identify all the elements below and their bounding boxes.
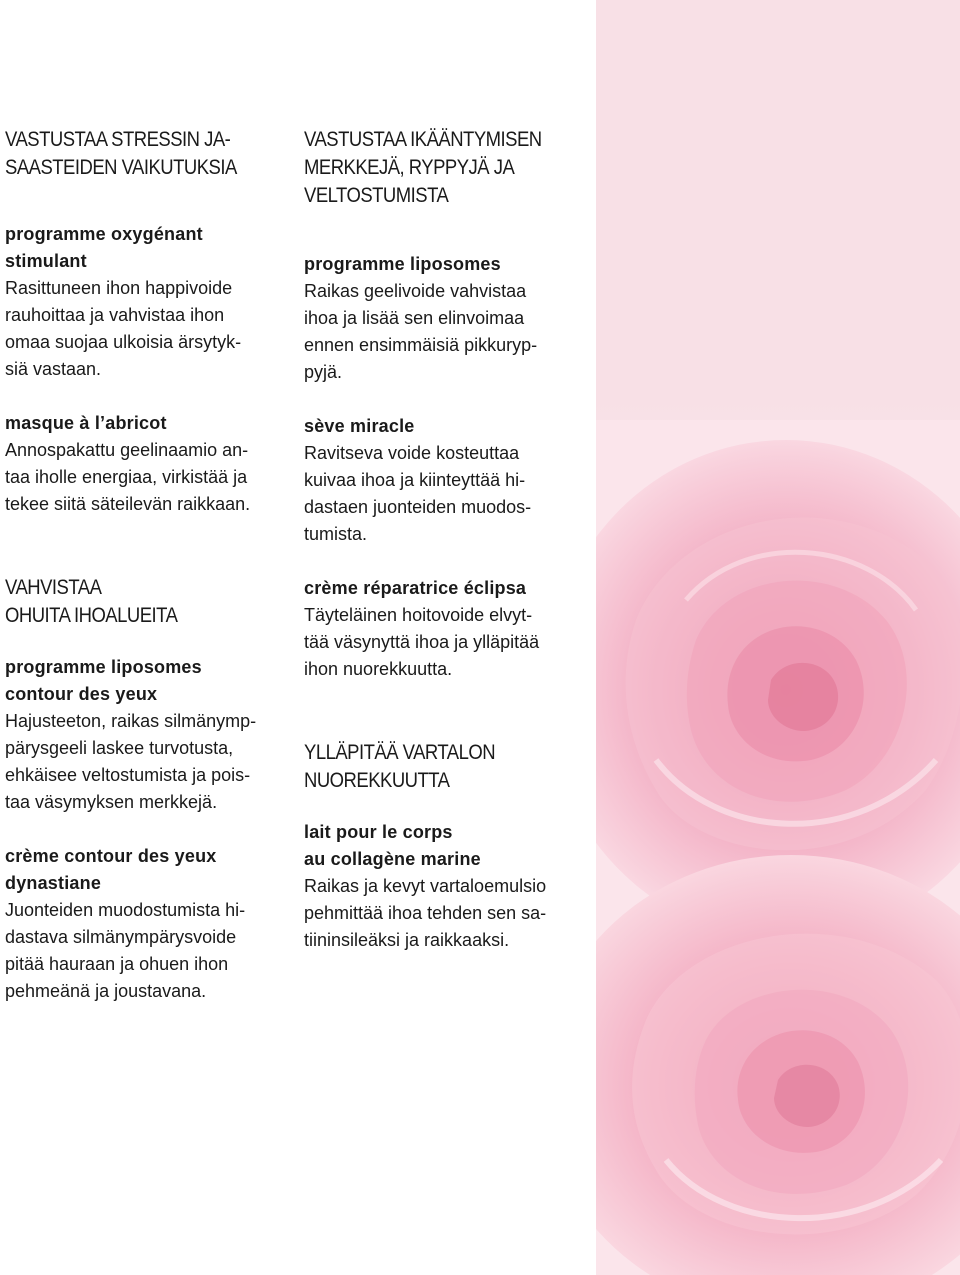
text-line: stimulant [5, 251, 87, 271]
text-line: Ravitseva voide kosteuttaa [304, 443, 520, 463]
text-line: Hajusteeton, raikas silmänymp- [5, 711, 257, 731]
text-line: crème réparatrice éclipsa [304, 578, 527, 598]
text-line: crème contour des yeux [5, 846, 217, 866]
text-line: lait pour le corps [304, 822, 453, 842]
text-line: contour des yeux [5, 684, 158, 704]
product-title [5, 410, 278, 437]
product-title [5, 843, 278, 897]
text-line: Täyteläinen hoitovoide elvyt- [304, 605, 533, 625]
text-line: siä vastaan. [5, 359, 102, 379]
product-masque-abricot [5, 410, 278, 518]
left-column [5, 125, 278, 1005]
product-description [304, 602, 578, 683]
product-creme-reparatrice-eclipsa [304, 575, 578, 683]
text-line: ihon nuorekkuutta. [304, 659, 453, 679]
product-title [304, 413, 578, 440]
product-oxygenant [5, 221, 278, 383]
rose-illustration [596, 0, 960, 1275]
text-line: dastava silmänympärysvoide [5, 927, 237, 947]
text-line: programme oxygénant [5, 224, 203, 244]
text-line: VASTUSTAA STRESSIN JA- [5, 127, 231, 151]
text-line: dynastiane [5, 873, 102, 893]
text-line: VAHVISTAA [5, 575, 102, 599]
product-title [5, 221, 278, 275]
product-title [304, 251, 578, 278]
text-line: Annospakattu geelinaamio an- [5, 440, 249, 460]
middle-column [304, 125, 578, 954]
text-line: VASTUSTAA IKÄÄNTYMISEN [304, 127, 542, 151]
text-line: programme liposomes [5, 657, 202, 677]
text-line: au collagène marine [304, 849, 481, 869]
text-line: tumista. [304, 524, 368, 544]
text-line: pehmeänä ja joustavana. [5, 981, 207, 1001]
text-line: Raikas ja kevyt vartaloemulsio [304, 876, 547, 896]
product-description [5, 708, 278, 816]
text-line: sève miracle [304, 416, 415, 436]
product-title [5, 654, 278, 708]
text-line: kuivaa ihoa ja kiinteyttää hi- [304, 470, 526, 490]
lower-rose [596, 855, 960, 1275]
text-line: dastaen juonteiden muodos- [304, 497, 532, 517]
product-description [304, 440, 578, 548]
text-line: MERKKEJÄ, RYPPYJÄ JA [304, 155, 515, 179]
text-line: tiininsileäksi ja raikkaaksi. [304, 930, 510, 950]
text-line: ennen ensimmäisiä pikkuryp- [304, 335, 538, 355]
product-title [304, 819, 578, 873]
product-lait-corps-collagene [304, 819, 578, 954]
text-line: pehmittää ihoa tehden sen sa- [304, 903, 547, 923]
text-line: masque à l’abricot [5, 413, 167, 433]
section-heading-thin-areas [5, 573, 282, 629]
text-line: tää väsynyttä ihoa ja ylläpitää [304, 632, 540, 652]
section-heading-aging [304, 125, 582, 209]
text-line: pärysgeeli laskee turvotusta, [5, 738, 234, 758]
text-line: Juonteiden muodostumista hi- [5, 900, 246, 920]
text-line: NUOREKKUUTTA [304, 768, 450, 792]
product-creme-contour-dynastiane [5, 843, 278, 1005]
text-line: Rasittuneen ihon happivoide [5, 278, 233, 298]
rose-photo-strip [596, 0, 960, 1275]
product-description [304, 873, 578, 954]
text-line: omaa suojaa ulkoisia ärsytyk- [5, 332, 242, 352]
text-line: pyjä. [304, 362, 343, 382]
section-heading-stress [5, 125, 282, 181]
text-line: ehkäisee veltostumista ja pois- [5, 765, 251, 785]
text-line: OHUITA IHOALUEITA [5, 603, 178, 627]
product-liposomes-contour [5, 654, 278, 816]
product-description [5, 437, 278, 518]
product-seve-miracle [304, 413, 578, 548]
text-line: Raikas geelivoide vahvistaa [304, 281, 527, 301]
text-line: rauhoittaa ja vahvistaa ihon [5, 305, 225, 325]
text-line: tekee siitä säteilevän raikkaan. [5, 494, 251, 514]
text-line: programme liposomes [304, 254, 501, 274]
text-line: VELTOSTUMISTA [304, 183, 449, 207]
text-line: taa väsymyksen merkkejä. [5, 792, 218, 812]
product-description [304, 278, 578, 386]
text-line: pitää hauraan ja ohuen ihon [5, 954, 229, 974]
product-title [304, 575, 578, 602]
text-line: SAASTEIDEN VAIKUTUKSIA [5, 155, 237, 179]
text-line: taa iholle energiaa, virkistää ja [5, 467, 248, 487]
product-description [5, 897, 278, 1005]
text-line: YLLÄPITÄÄ VARTALON [304, 740, 496, 764]
product-programme-liposomes [304, 251, 578, 386]
section-heading-body [304, 738, 582, 794]
text-line: ihoa ja lisää sen elinvoimaa [304, 308, 525, 328]
product-description [5, 275, 278, 383]
